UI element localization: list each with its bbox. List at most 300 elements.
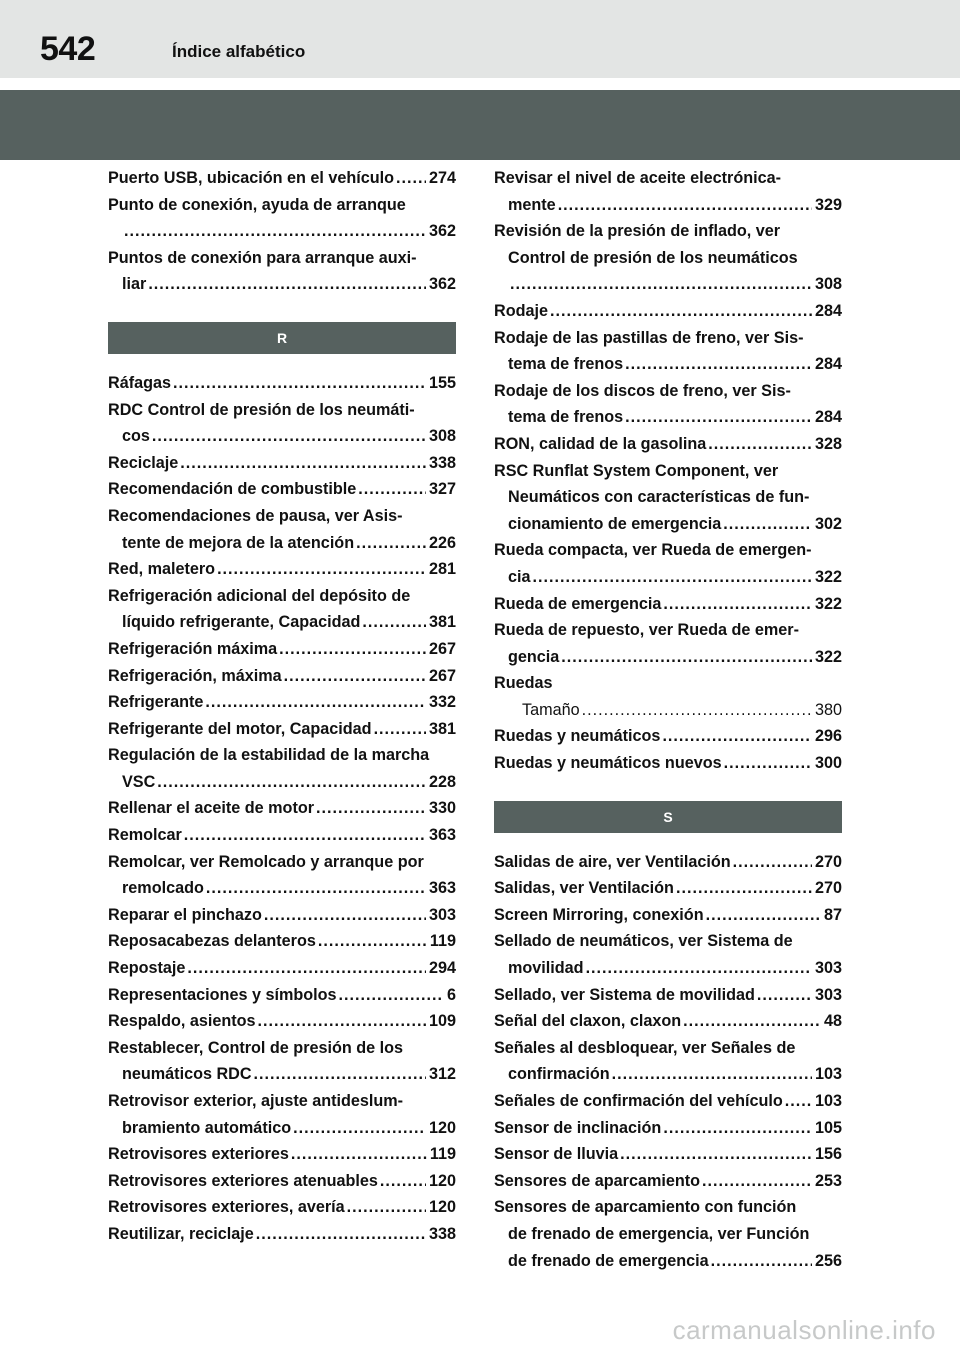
index-entry-line	[494, 750, 842, 777]
index-entry	[108, 663, 456, 690]
index-term: Refrigeración, máxima	[108, 666, 282, 685]
index-entry-line	[108, 1168, 456, 1195]
page-reference: 363	[428, 879, 456, 898]
page-reference: 156	[814, 1145, 842, 1164]
index-term: Rellenar el aceite de motor	[108, 799, 315, 818]
page-reference: 381	[428, 613, 456, 632]
index-term: Puerto USB, ubicación en el vehículo	[108, 169, 395, 187]
index-entry-line	[108, 245, 456, 272]
dot-leader	[757, 982, 812, 1009]
index-entry	[108, 192, 456, 245]
index-term: Rueda de repuesto, ver Rueda de emer-	[494, 621, 799, 640]
index-entry-line	[108, 192, 456, 219]
index-entry-line	[494, 378, 842, 405]
index-term: Recomendaciones de pausa, ver Asis-	[108, 506, 403, 525]
dot-leader	[582, 697, 812, 724]
index-entry-line	[494, 1248, 842, 1275]
index-entry	[108, 397, 456, 450]
index-entry	[108, 165, 456, 192]
dot-leader	[723, 511, 812, 538]
index-entry-line	[494, 1115, 842, 1142]
dot-leader	[785, 1088, 812, 1115]
index-term: Control de presión de los neumáticos	[508, 248, 798, 267]
page-reference: 120	[428, 1118, 456, 1137]
index-term: mente	[508, 195, 556, 214]
index-entry	[108, 1141, 456, 1168]
index-term: cia	[508, 567, 531, 586]
index-entry	[108, 1168, 456, 1195]
page-reference: 338	[428, 453, 456, 472]
page-reference: 119	[429, 1145, 456, 1164]
page-reference: 362	[428, 275, 456, 294]
index-entry-line	[494, 723, 842, 750]
index-term: Salidas de aire, ver Ventilación	[494, 852, 731, 871]
dot-leader	[339, 982, 444, 1009]
index-term: Reciclaje	[108, 453, 179, 472]
index-term: gencia	[508, 647, 560, 666]
page-reference: 119	[429, 932, 456, 951]
index-entry-line	[108, 423, 456, 450]
header-banner	[0, 90, 960, 160]
index-entry	[494, 591, 842, 618]
index-entry-line	[108, 982, 456, 1009]
index-entry-line	[108, 902, 456, 929]
index-term: Restablecer, Control de presión de los	[108, 1038, 404, 1057]
dot-leader	[550, 298, 812, 325]
index-entry	[494, 1194, 842, 1274]
index-entry-line	[494, 458, 842, 485]
page-reference: 308	[814, 275, 842, 294]
index-entry	[108, 1194, 456, 1221]
index-entry-line	[494, 875, 842, 902]
index-term: Puntos de conexión para arranque auxi-	[108, 248, 417, 267]
dot-leader	[663, 1115, 812, 1142]
page-reference: 103	[814, 1065, 842, 1084]
index-term: Salidas, ver Ventilación	[494, 879, 674, 898]
index-term: Ruedas y neumáticos nuevos	[494, 754, 722, 773]
index-entry-line	[494, 325, 842, 352]
dot-leader	[663, 591, 812, 618]
page-reference: 48	[823, 1012, 842, 1031]
index-entry	[494, 325, 842, 378]
dot-leader	[205, 689, 426, 716]
index-entry	[108, 245, 456, 298]
index-entry	[108, 583, 456, 636]
index-term: neumáticos RDC	[122, 1065, 252, 1084]
index-entry	[108, 928, 456, 955]
index-entry	[494, 1141, 842, 1168]
index-entry-line	[494, 902, 842, 929]
dot-leader	[396, 165, 426, 192]
dot-leader	[318, 928, 427, 955]
page-reference: 363	[428, 826, 456, 845]
index-entry-line	[494, 591, 842, 618]
page-reference: 381	[428, 719, 456, 738]
index-entry-line	[494, 192, 842, 219]
index-entry-line	[108, 1088, 456, 1115]
index-entry	[494, 1115, 842, 1142]
dot-leader	[254, 1061, 426, 1088]
index-entry-line	[494, 218, 842, 245]
index-term: Sellado, ver Sistema de movilidad	[494, 985, 755, 1004]
page-number: 542	[40, 30, 96, 68]
index-entry-line	[494, 1035, 842, 1062]
page-reference: 87	[823, 905, 842, 924]
index-entry-line	[108, 822, 456, 849]
index-entry	[108, 742, 456, 795]
page-reference: 103	[814, 1092, 842, 1110]
index-entry	[108, 849, 456, 902]
page-reference: 300	[814, 754, 842, 773]
index-term: Recomendación de combustible	[108, 480, 357, 499]
index-term: de frenado de emergencia	[508, 1251, 709, 1270]
index-entry	[494, 458, 842, 538]
index-entry-line	[108, 928, 456, 955]
index-term: Rodaje de los discos de freno, ver Sis-	[494, 381, 791, 400]
page-reference: 380	[814, 700, 842, 719]
dot-leader	[374, 716, 426, 743]
index-entry-line	[108, 450, 456, 477]
index-entry-line	[494, 165, 842, 192]
index-entry-line	[108, 795, 456, 822]
index-entry-line	[108, 1115, 456, 1142]
index-entry	[494, 928, 842, 981]
dot-leader	[264, 902, 426, 929]
page-reference: 362	[428, 222, 456, 241]
index-entry	[108, 822, 456, 849]
dot-leader	[702, 1168, 812, 1195]
index-entry	[494, 875, 842, 902]
index-term: bramiento automático	[122, 1118, 292, 1137]
index-entry-line	[108, 849, 456, 876]
dot-leader	[152, 423, 426, 450]
index-term: Retrovisores exteriores	[108, 1145, 289, 1164]
index-entry	[494, 378, 842, 431]
page-reference: 270	[814, 852, 842, 871]
index-entry-line	[494, 1088, 842, 1115]
index-entry-line	[108, 218, 456, 245]
dot-leader	[676, 875, 812, 902]
dot-leader	[284, 663, 426, 690]
dot-leader	[533, 564, 812, 591]
index-term: Screen Mirroring, conexión	[494, 905, 704, 924]
page-reference: 281	[428, 560, 456, 579]
dot-leader	[157, 769, 426, 796]
index-entry	[494, 849, 842, 876]
index-term: Rueda compacta, ver Rueda de emergen-	[494, 541, 812, 560]
index-entry	[108, 370, 456, 397]
index-entry	[108, 636, 456, 663]
index-entry-line	[108, 271, 456, 298]
page-reference: 329	[814, 195, 842, 214]
index-entry-line	[494, 245, 842, 272]
index-entry-line	[108, 1221, 456, 1248]
index-entry-line	[108, 556, 456, 583]
index-term: Sellado de neumáticos, ver Sistema de	[494, 932, 793, 951]
dot-leader	[256, 1221, 426, 1248]
index-entry-line	[494, 982, 842, 1009]
dot-leader	[625, 351, 812, 378]
dot-leader	[706, 902, 821, 929]
index-entry	[494, 298, 842, 325]
index-term: Remolcar, ver Remolcado y arranque por	[108, 852, 424, 871]
dot-leader	[206, 875, 426, 902]
dot-leader	[358, 476, 426, 503]
index-entry	[108, 955, 456, 982]
section-title: Índice alfabético	[172, 42, 306, 61]
index-entry	[108, 503, 456, 556]
index-entry-line	[494, 484, 842, 511]
page-reference: 296	[814, 727, 842, 746]
dot-leader	[356, 530, 426, 557]
index-term: Retrovisor exterior, ajuste antideslum-	[108, 1092, 404, 1110]
index-entry-line	[494, 1221, 842, 1248]
index-entry	[108, 689, 456, 716]
page-reference: 312	[428, 1065, 456, 1084]
dot-leader	[293, 1115, 426, 1142]
dot-leader	[625, 404, 812, 431]
index-term: cionamiento de emergencia	[508, 514, 722, 533]
index-entry-line	[494, 1008, 842, 1035]
index-entry	[108, 982, 456, 1009]
dot-leader	[380, 1168, 426, 1195]
dot-leader	[173, 370, 426, 397]
dot-leader	[187, 955, 426, 982]
index-entry-line	[108, 716, 456, 743]
index-entry-line	[108, 476, 456, 503]
index-term: Ráfagas	[108, 373, 171, 392]
index-entry-line	[108, 689, 456, 716]
dot-leader	[733, 849, 812, 876]
index-term: Retrovisores exteriores atenuables	[108, 1171, 378, 1190]
dot-leader	[561, 644, 812, 671]
index-entry	[494, 750, 842, 777]
index-term: Refrigeración adicional del depósito de	[108, 586, 411, 605]
index-entry	[494, 617, 842, 670]
dot-leader	[620, 1141, 812, 1168]
index-entry-line	[108, 742, 456, 769]
index-entry	[494, 982, 842, 1009]
index-entry-line	[108, 1035, 456, 1062]
index-term: liar	[122, 275, 147, 294]
index-entry	[494, 218, 842, 298]
index-entry-line	[494, 431, 842, 458]
index-entry-line	[108, 636, 456, 663]
index-entry-line	[494, 849, 842, 876]
index-term: Sensores de aparcamiento	[494, 1171, 701, 1190]
index-entry	[494, 537, 842, 590]
dot-leader	[184, 822, 426, 849]
page-reference: 253	[814, 1171, 842, 1190]
index-entry-line	[494, 928, 842, 955]
index-column-left	[108, 165, 456, 1248]
index-term: Reposacabezas delanteros	[108, 932, 316, 951]
index-entry	[494, 670, 842, 723]
index-term: tente de mejora de la atención	[122, 533, 355, 552]
page-reference: 109	[428, 1012, 456, 1031]
letter-heading: S	[494, 801, 842, 833]
index-entry	[494, 723, 842, 750]
page-reference: 120	[428, 1171, 456, 1190]
dot-leader	[347, 1194, 426, 1221]
index-term: Representaciones y símbolos	[108, 985, 337, 1004]
index-entry-line	[494, 644, 842, 671]
index-term: confirmación	[508, 1065, 610, 1084]
index-term: Señal del claxon, claxon	[494, 1012, 682, 1031]
index-term: Ruedas	[494, 674, 553, 693]
index-term: movilidad	[508, 959, 584, 978]
page-reference: 303	[814, 959, 842, 978]
page-reference: 6	[446, 985, 456, 1004]
index-entry-line	[494, 1194, 842, 1221]
page-reference: 322	[814, 567, 842, 586]
index-term: Sensores de aparcamiento con función	[494, 1198, 797, 1217]
index-entry-line	[494, 511, 842, 538]
page-reference: 330	[428, 799, 456, 818]
page-reference: 120	[428, 1198, 456, 1217]
index-term: Rodaje	[494, 301, 548, 320]
dot-leader	[510, 271, 812, 298]
page-reference: 284	[814, 408, 842, 427]
index-entry	[108, 1088, 456, 1141]
index-entry-line	[494, 298, 842, 325]
page-reference: 294	[428, 959, 456, 978]
index-entry-line	[108, 530, 456, 557]
index-entry-line	[108, 503, 456, 530]
dot-leader	[258, 1008, 426, 1035]
index-entry	[494, 902, 842, 929]
index-term: RON, calidad de la gasolina	[494, 434, 707, 453]
index-term: cos	[122, 427, 150, 446]
page-reference: 267	[428, 666, 456, 685]
index-term: Señales de confirmación del vehículo	[494, 1092, 783, 1110]
index-term: Respaldo, asientos	[108, 1012, 256, 1031]
page-reference: 105	[814, 1118, 842, 1137]
dot-leader	[316, 795, 426, 822]
index-term: Red, maletero	[108, 560, 216, 579]
page-reference: 338	[428, 1224, 456, 1243]
page-reference: 322	[814, 647, 842, 666]
dot-leader	[217, 556, 426, 583]
index-entry-line	[108, 397, 456, 424]
index-term: Revisar el nivel de aceite electrónica-	[494, 169, 782, 187]
index-entry	[108, 1221, 456, 1248]
index-subentry-line	[494, 697, 842, 724]
index-term: Tamaño	[522, 700, 580, 719]
index-entry-line	[494, 617, 842, 644]
index-entry-line	[108, 875, 456, 902]
index-entry	[108, 1035, 456, 1088]
page-reference: 328	[814, 434, 842, 453]
index-entry	[494, 165, 842, 218]
page-reference: 274	[428, 169, 456, 187]
dot-leader	[558, 192, 812, 219]
index-term: Refrigeración máxima	[108, 639, 278, 658]
index-term: Ruedas y neumáticos	[494, 727, 661, 746]
index-term: Retrovisores exteriores, avería	[108, 1198, 345, 1217]
index-entry-line	[108, 1061, 456, 1088]
dot-leader	[683, 1008, 821, 1035]
index-term: Sensor de inclinación	[494, 1118, 662, 1137]
index-entry-line	[108, 1008, 456, 1035]
index-entry-line	[108, 1194, 456, 1221]
index-entry-line	[494, 537, 842, 564]
index-entry	[108, 556, 456, 583]
dot-leader	[279, 636, 426, 663]
page-reference: 155	[428, 373, 456, 392]
page-reference: 256	[814, 1251, 842, 1270]
index-term: líquido refrigerante, Capacidad	[122, 613, 361, 632]
dot-leader	[724, 750, 812, 777]
page-reference: 302	[814, 514, 842, 533]
page-reference: 322	[814, 594, 842, 613]
index-entry-line	[108, 370, 456, 397]
index-entry-line	[494, 271, 842, 298]
index-term: Sensor de lluvia	[494, 1145, 619, 1164]
dot-leader	[662, 723, 812, 750]
index-term: Rodaje de las pastillas de freno, ver Sis-	[494, 328, 804, 347]
index-term: Punto de conexión, ayuda de arranque	[108, 195, 406, 214]
dot-leader	[711, 1248, 812, 1275]
dot-leader	[612, 1061, 812, 1088]
dot-leader	[124, 218, 426, 245]
index-term: Reparar el pinchazo	[108, 905, 262, 924]
index-entry-line	[494, 351, 842, 378]
page-reference: 303	[814, 985, 842, 1004]
page-reference: 327	[428, 480, 456, 499]
index-entry	[108, 1008, 456, 1035]
index-entry-line	[108, 769, 456, 796]
index-entry-line	[108, 663, 456, 690]
index-term: Neumáticos con características de fun-	[508, 488, 810, 507]
index-column-right	[494, 165, 842, 1274]
page-header-bar	[0, 0, 960, 78]
page-reference: 308	[428, 427, 456, 446]
index-term: RSC Runflat System Component, ver	[494, 461, 779, 480]
index-entry-line	[494, 564, 842, 591]
page-reference: 332	[428, 693, 456, 712]
index-entry	[108, 476, 456, 503]
index-term: Repostaje	[108, 959, 186, 978]
page-reference: 267	[428, 639, 456, 658]
index-entry-line	[108, 165, 456, 192]
dot-leader	[180, 450, 426, 477]
index-entry	[494, 431, 842, 458]
page-reference: 303	[428, 905, 456, 924]
dot-leader	[291, 1141, 427, 1168]
index-term: Regulación de la estabilidad de la marcha	[108, 746, 430, 765]
index-entry-line	[108, 609, 456, 636]
index-term: Revisión de la presión de inflado, ver	[494, 222, 781, 241]
page-reference: 284	[814, 355, 842, 374]
dot-leader	[148, 271, 426, 298]
index-entry	[108, 450, 456, 477]
index-entry	[494, 1035, 842, 1088]
index-entry-line	[108, 1141, 456, 1168]
index-entry	[494, 1088, 842, 1115]
index-entry-line	[494, 1141, 842, 1168]
page-reference: 270	[814, 879, 842, 898]
watermark: carmanualsonline.info	[672, 1315, 936, 1345]
index-entry	[108, 902, 456, 929]
index-term: tema de frenos	[508, 408, 624, 427]
letter-heading: R	[108, 322, 456, 354]
index-term: Refrigerante del motor, Capacidad	[108, 719, 372, 738]
index-term: de frenado de emergencia, ver Función	[508, 1224, 810, 1243]
dot-leader	[362, 609, 426, 636]
index-entry	[108, 795, 456, 822]
page-reference: 228	[428, 772, 456, 791]
